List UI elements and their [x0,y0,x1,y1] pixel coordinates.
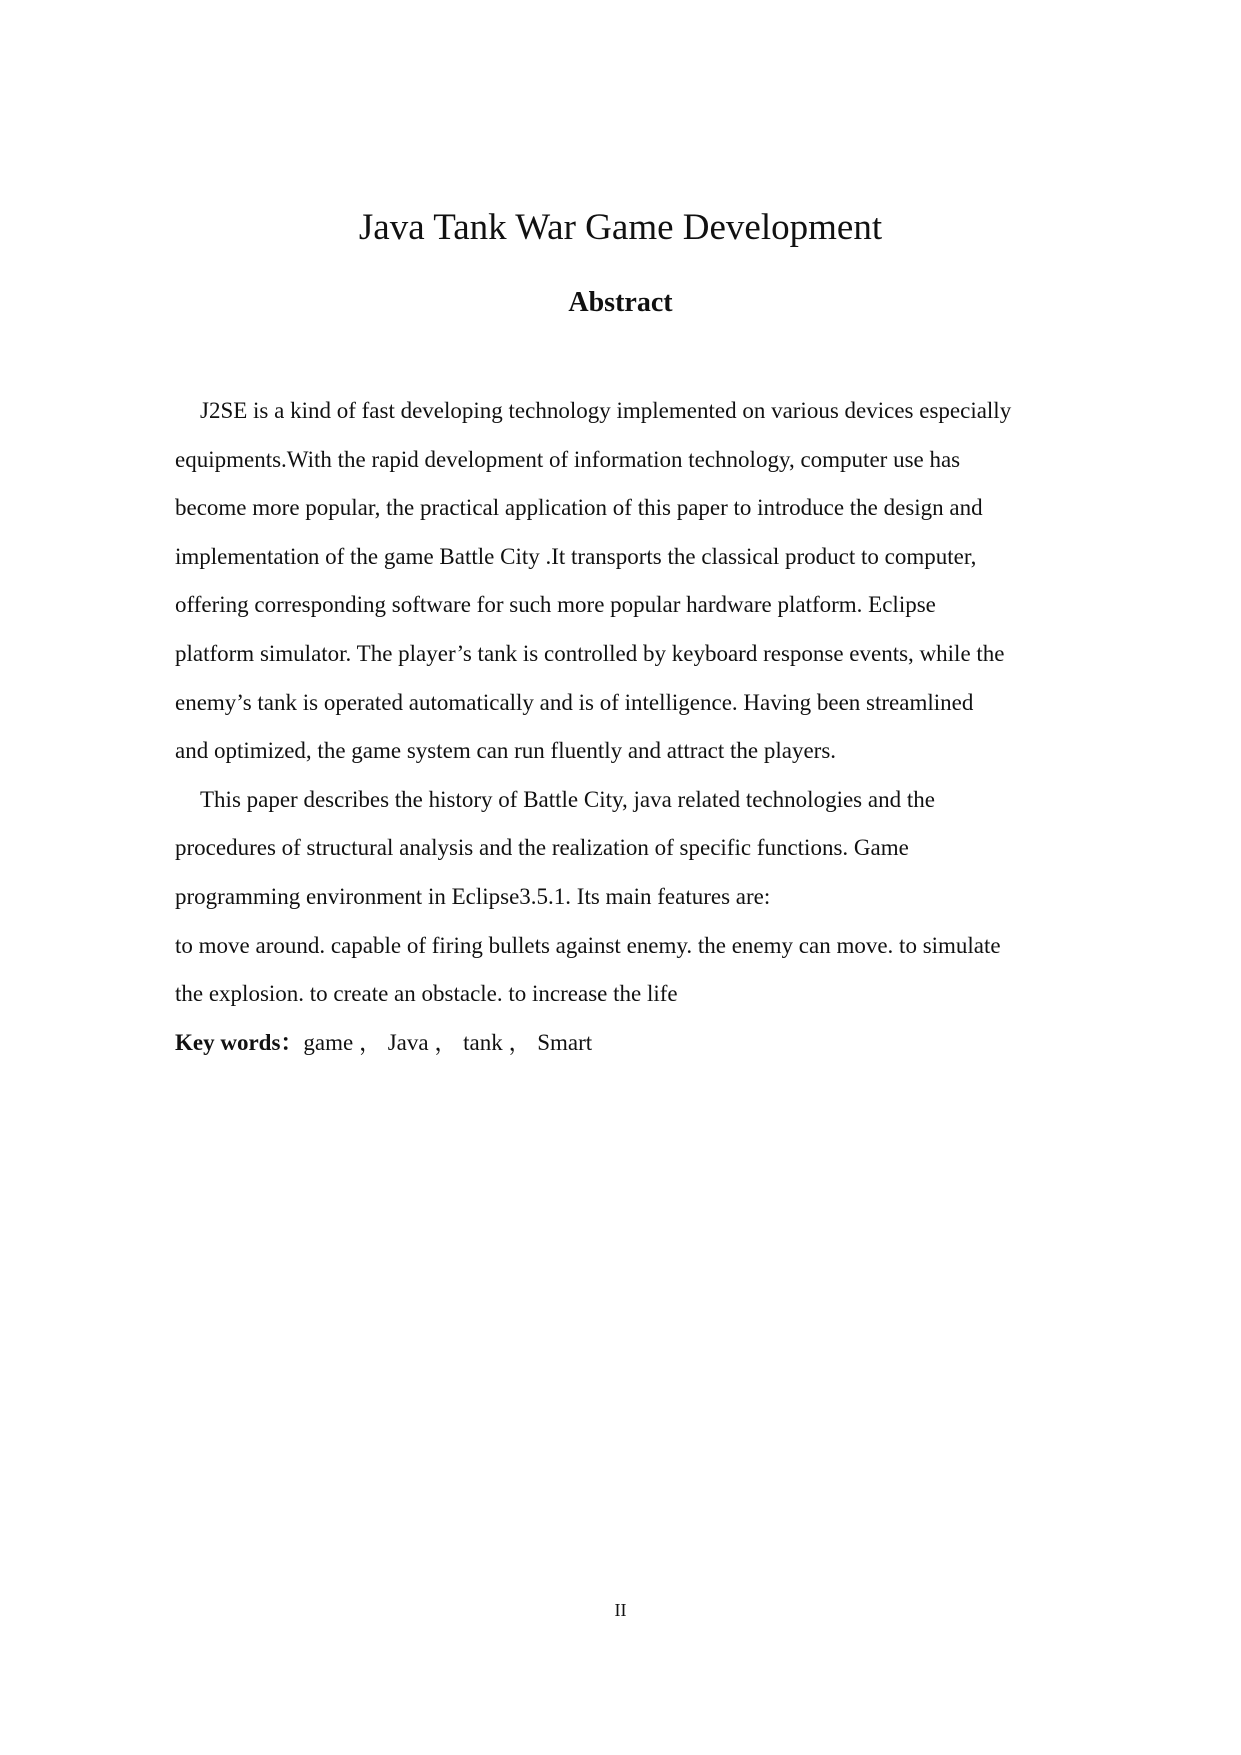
document-title: Java Tank War Game Development [358,207,883,248]
paragraph-line: the explosion. to create an obstacle. to increase the life [175,981,678,1007]
paragraph-line: implementation of the game Battle City .It transports the classical product to computer, [175,543,977,569]
paragraph-line: to move around. capable of firing bullets against enemy. the enemy can move. to simulate [175,932,1001,958]
abstract-paragraph-1 [175,387,1085,776]
paragraph-line: This paper describes the history of Battle City, java related technologies and the [200,786,935,812]
paragraph-line: procedures of structural analysis and the realization of specific functions. Game [175,835,909,861]
keywords-value: game ， Java ， tank ， Smart [303,1029,593,1055]
paragraph-line: offering corresponding software for such more popular hardware platform. Eclipse [175,592,936,618]
abstract-heading: Abstract [568,287,673,318]
paragraph-line: become more popular, the practical application of this paper to introduce the design and [175,495,983,521]
page-number: II [614,1600,627,1620]
paragraph-line: programming environment in Eclipse3.5.1. Its main features are: [175,883,771,909]
keywords-line [175,1019,1085,1068]
abstract-paragraph-2 [175,776,1085,1019]
paragraph-line: enemy’s tank is operated automatically and is of intelligence. Having been streamlined [175,689,974,715]
paragraph-line: equipments.With the rapid development of information technology, computer use has [175,446,961,472]
paragraph-line: and optimized, the game system can run fluently and attract the players. [175,738,837,764]
paragraph-line: J2SE is a kind of fast developing technology implemented on various devices especially [200,398,1012,423]
abstract-body [175,387,1085,1067]
keywords-label: Key words： [175,1029,304,1055]
paragraph-line: platform simulator. The player’s tank is controlled by keyboard response events, while the [175,640,1005,666]
